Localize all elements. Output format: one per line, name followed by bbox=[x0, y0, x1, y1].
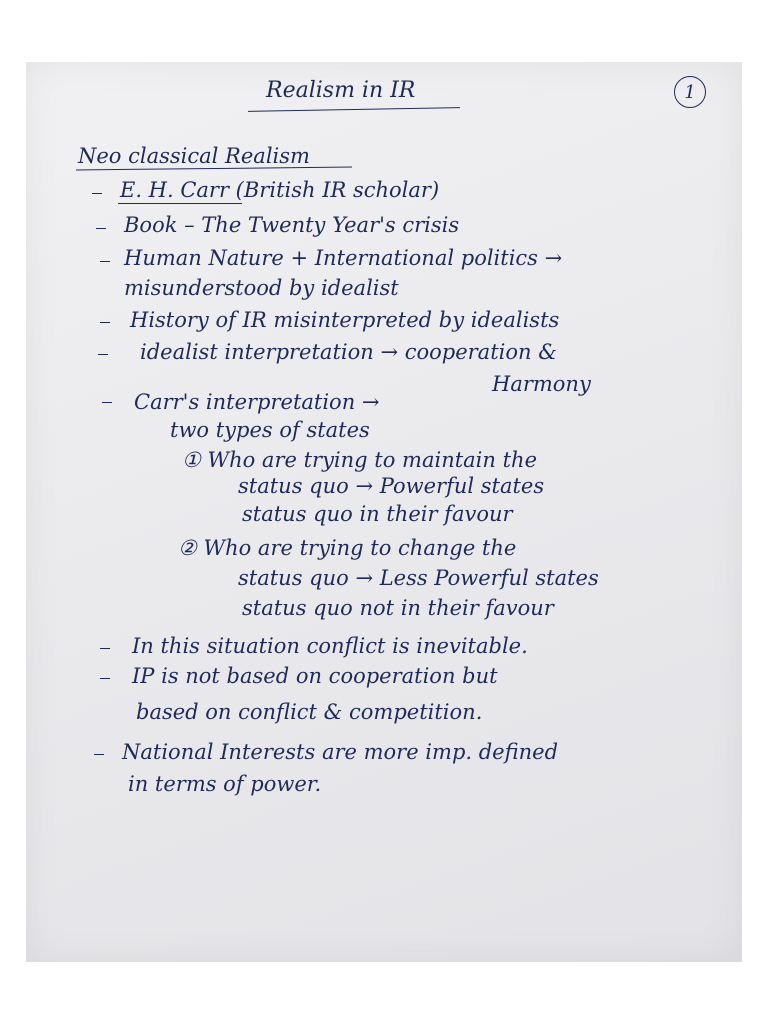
bullet-dash bbox=[94, 754, 104, 755]
bullet-dash bbox=[100, 322, 110, 323]
bullet-dash bbox=[92, 193, 102, 194]
note-line-carr-interpretation: Carr's interpretation → bbox=[134, 390, 380, 414]
note-line-two-types: two types of states bbox=[170, 418, 370, 442]
note-line-type-one-powerful: status quo → Powerful states bbox=[238, 474, 545, 498]
section-heading: Neo classical Realism bbox=[78, 144, 310, 168]
page-number: 1 bbox=[674, 76, 706, 108]
note-line-history: History of IR misinterpreted by idealists bbox=[130, 308, 560, 332]
note-line-type-two-less-powerful: status quo → Less Powerful states bbox=[238, 566, 599, 590]
bullet-dash bbox=[102, 402, 112, 403]
bullet-dash bbox=[100, 648, 110, 649]
note-line-type-one-favour: status quo in their favour bbox=[242, 502, 513, 526]
bullet-dash bbox=[96, 228, 106, 229]
note-line-type-two-favour: status quo not in their favour bbox=[242, 596, 554, 620]
carr-underline bbox=[118, 203, 242, 204]
note-line-conflict-inevitable: In this situation conflict is inevitable. bbox=[132, 634, 528, 658]
notebook-page bbox=[26, 62, 742, 962]
note-line-harmony: Harmony bbox=[492, 372, 591, 396]
note-line-human-nature: Human Nature + International politics → bbox=[124, 246, 563, 270]
note-line-national-interests: National Interests are more imp. defined bbox=[122, 740, 559, 764]
note-line-book: Book – The Twenty Year's crisis bbox=[124, 213, 460, 237]
note-line-conflict-competition: based on conflict & competition. bbox=[136, 700, 483, 724]
title-underline bbox=[248, 107, 460, 112]
note-line-misunderstood: misunderstood by idealist bbox=[124, 276, 399, 300]
bullet-dash bbox=[100, 678, 110, 679]
note-line-terms-of-power: in terms of power. bbox=[128, 772, 322, 796]
note-line-carr: E. H. Carr (British IR scholar) bbox=[120, 178, 440, 202]
bullet-dash bbox=[100, 261, 110, 262]
note-line-type-one: ① Who are trying to maintain the bbox=[182, 448, 537, 472]
note-line-type-two: ② Who are trying to change the bbox=[178, 536, 517, 560]
note-line-ip-not-based: IP is not based on cooperation but bbox=[132, 664, 498, 688]
page-title: Realism in IR bbox=[266, 78, 416, 103]
note-line-idealist-interpretation: idealist interpretation → cooperation & bbox=[140, 340, 557, 364]
bullet-dash bbox=[98, 354, 108, 355]
